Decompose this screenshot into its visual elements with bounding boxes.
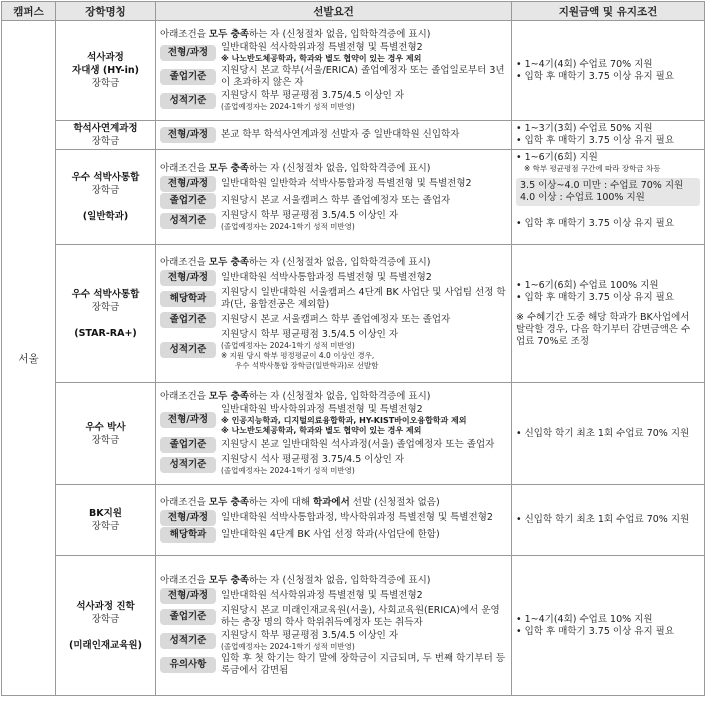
grad-text: 지원당시 본교 서울캠퍼스 학부 졸업예정자 또는 졸업자 [221, 313, 451, 325]
support-line: • 1~4기(4회) 수업료 70% 지원 [516, 58, 653, 70]
track-text: 일반대학원 박사학위과정 특별전형 및 특별전형2 [221, 404, 423, 415]
tag-grad: 졸업기준 [160, 312, 216, 328]
support-note: 탈락할 경우, 다음 학기부터 감면금액은 수 [516, 323, 691, 335]
table-row [2, 556, 705, 696]
criteria-row [160, 312, 507, 328]
tag-track: 전형/과정 [160, 127, 216, 143]
table-row [2, 150, 705, 245]
lead-text: 아래조건을 모두 충족하는 자 (신청절차 없음, 입학학격증에 표시) [160, 256, 431, 268]
name-line: 자대생 (HY-in) [72, 65, 139, 76]
criteria-cell [156, 121, 512, 150]
name-line: 장학금 [91, 434, 120, 446]
criteria-row [160, 270, 507, 286]
support-line: • 1~4기(4회) 수업료 10% 지원 [516, 613, 653, 625]
support-note: ※ 수혜기간 도중 해당 학과가 BK사업에서 [516, 311, 690, 323]
grade-text: 지원당시 학부 평균평점 3.5/4.5 이상인 자 [221, 209, 398, 221]
table-row [2, 121, 705, 150]
header-support: 지원금액 및 유지조건 [512, 2, 705, 21]
name-line: 장학금 [91, 136, 120, 147]
name-line: 장학금 [91, 301, 120, 313]
name-line: 우수 석박사통합 [71, 172, 140, 183]
grad-text: 지원당시 본교 서울캠퍼스 학부 졸업예정자 또는 졸업자 [221, 194, 451, 206]
tag-grade: 성적기준 [160, 457, 216, 473]
scholarship-name [56, 150, 156, 245]
criteria-row [160, 653, 507, 677]
name-line: 우수 석박사통합 [71, 288, 140, 300]
support-tier: 3.5 이상~4.0 미만 : 수업료 70% 지원 [520, 180, 684, 191]
support-line: • 입학 후 매학기 3.75 이상 유지 필요 [516, 625, 675, 637]
criteria-row [160, 210, 507, 232]
name-line: (STAR-RA+) [74, 327, 137, 339]
lead-text: 아래조건을 모두 충족하는 자 (신청절차 없음, 입학학격증에 표시) [160, 391, 431, 402]
tag-dept: 해당학과 [160, 291, 216, 307]
lead-text: 아래조건을 모두 충족하는 자 (신청절차 없음, 입학학격증에 표시) [160, 29, 431, 40]
header-name: 장학명칭 [56, 2, 156, 21]
support-line: • 입학 후 매학기 3.75 이상 유지 필요 [516, 135, 675, 146]
support-cell [512, 245, 705, 383]
track-text: 일반대학원 석박사통합과정, 박사학위과정 특별전형 및 특별전형2 [221, 512, 493, 523]
note-text: 입학 후 첫 학기는 학기 말에 장학금이 지급되며, 두 번째 학기부터 등록금에서 감면됨 [221, 652, 506, 676]
support-cell [512, 383, 705, 485]
tag-grade: 성적기준 [160, 633, 216, 649]
name-line: 장학금 [91, 78, 120, 89]
tag-grad: 졸업기준 [160, 193, 216, 209]
criteria-cell [156, 383, 512, 485]
header-campus: 캠퍼스 [2, 2, 56, 21]
name-line: (일반학과) [82, 211, 129, 222]
lead-text: 아래조건을 모두 충족하는 자 (신청절차 없음, 입학학격증에 표시) [160, 574, 431, 586]
grade-note: (졸업예정자는 2024-1학기 성적 미반영) [221, 221, 355, 231]
tag-track: 전형/과정 [160, 45, 216, 61]
name-line: BK지원 [89, 508, 122, 519]
grade-text: 지원당시 학부 평균평점 3.75/4.5 이상인 자 [221, 90, 405, 101]
grad-text: 지원당시 본교 미래인재교육원(서울), 사회교육원(ERICA)에서 운영하는 총장 명의 학사 학위취득예정자 또는 취득자 [221, 604, 500, 628]
tag-track: 전형/과정 [160, 588, 216, 604]
campus-cell: 서울 [2, 21, 56, 696]
grade-note: (졸업예정자는 2024-1학기 성적 미반영) [221, 340, 355, 350]
header-criteria: 선발요건 [156, 2, 512, 21]
support-line: • 신입학 학기 최초 1회 수업료 70% 지원 [516, 427, 690, 439]
track-note: ※ 나노반도체공학과, 학과와 별도 협약이 있는 경우 제외 [221, 54, 422, 63]
grade-note: ※ 지원 당시 학부 평정평균이 4.0 이상인 경우, [221, 350, 375, 360]
criteria-row [160, 329, 507, 371]
criteria-row [160, 510, 507, 526]
grade-note: (졸업예정자는 2024-1학기 성적 미반영) [221, 102, 355, 111]
tag-track: 전형/과정 [160, 270, 216, 286]
support-cell [512, 121, 705, 150]
criteria-row [160, 90, 507, 112]
track-text: 일반대학원 석박사통합과정 특별전형 및 특별전형2 [221, 271, 432, 283]
criteria-row [160, 287, 507, 311]
track-text: 일반대학원 석사학위과정 특별전형 및 특별전형2 [221, 589, 423, 601]
scholarship-name [56, 121, 156, 150]
support-line: • 입학 후 매학기 3.75 이상 유지 필요 [516, 218, 675, 229]
name-line: 석사과정 [87, 52, 124, 63]
track-text: 일반대학원 석사학위과정 특별전형 및 특별전형2 [221, 42, 423, 53]
support-note: ※ 학부 평균평점 구간에 따라 장학금 차등 [524, 164, 661, 173]
track-text: 본교 학부 학석사연계과정 선발자 중 일반대학원 신입학자 [221, 129, 460, 140]
tag-grade: 성적기준 [160, 342, 216, 358]
tag-track: 전형/과정 [160, 176, 216, 192]
name-line: 우수 박사 [85, 421, 126, 433]
support-line: • 입학 후 매학기 3.75 이상 유지 필요 [516, 70, 675, 82]
table-row [2, 383, 705, 485]
name-line: 장학금 [91, 185, 120, 196]
track-text: 일반대학원 일반학과 석박사통합과정 특별전형 및 특별전형2 [221, 177, 472, 189]
track-note: ※ 인공지능학과, 디지털의료융합학과, HY-KIST바이오융합학과 제외 [221, 416, 467, 425]
criteria-row [160, 127, 507, 143]
criteria-row [160, 630, 507, 652]
name-line: 학석사연계과정 [73, 123, 138, 134]
tag-grad: 졸업기준 [160, 609, 216, 625]
grade-text: 지원당시 학부 평균평점 3.5/4.5 이상인 자 [221, 328, 398, 340]
header-row [2, 2, 705, 21]
criteria-cell [156, 150, 512, 245]
criteria-row [160, 605, 507, 629]
name-line: 장학금 [91, 613, 120, 625]
criteria-row [160, 42, 507, 64]
criteria-row [160, 437, 507, 453]
dept-text: 일반대학원 4단계 BK 사업 선정 학과(사업단에 한함) [221, 529, 440, 540]
criteria-row [160, 588, 507, 604]
tag-track: 전형/과정 [160, 510, 216, 526]
scholarship-name [56, 383, 156, 485]
support-tier: 4.0 이상 : 수업료 100% 지원 [520, 192, 645, 203]
grade-note: (졸업예정자는 2024-1학기 성적 미반영) [221, 466, 355, 475]
criteria-row [160, 65, 507, 89]
tag-track: 전형/과정 [160, 412, 216, 428]
support-cell [512, 556, 705, 696]
criteria-row [160, 404, 507, 436]
support-note: 업료 70%로 조정 [516, 335, 590, 347]
criteria-cell [156, 21, 512, 121]
support-line: • 입학 후 매학기 3.75 이상 유지 필요 [516, 291, 675, 303]
tag-grad: 졸업기준 [160, 437, 216, 453]
support-line: • 1~6기(6회) 지원 [516, 152, 598, 163]
name-line: 석사과정 진학 [76, 600, 135, 612]
scholarship-name [56, 485, 156, 556]
scholarship-name [56, 245, 156, 383]
lead-text: 아래조건을 모두 충족하는 자 (신청절차 없음, 입학학격증에 표시) [160, 162, 431, 174]
tag-note: 유의사항 [160, 657, 216, 673]
scholarship-name [56, 21, 156, 121]
tag-grad: 졸업기준 [160, 69, 216, 85]
grade-text: 지원당시 석사 평균평점 3.75/4.5 이상인 자 [221, 454, 405, 465]
support-line: • 1~6기(6회) 수업료 100% 지원 [516, 279, 659, 291]
grade-note: 우수 석박사통합 장학금(일반학과)로 선발함 [235, 360, 379, 370]
support-line: • 1~3기(3회) 수업료 50% 지원 [516, 123, 653, 134]
criteria-row [160, 527, 507, 543]
tag-grade: 성적기준 [160, 93, 216, 109]
support-highlight [516, 178, 700, 206]
support-line: • 신입학 학기 최초 1회 수업료 70% 지원 [516, 514, 690, 525]
criteria-row [160, 193, 507, 209]
grad-text: 지원당시 본교 일반대학원 석사과정(서울) 졸업예정자 또는 졸업자 [221, 439, 495, 450]
track-note: ※ 나노반도체공학과, 학과와 별도 협약이 있는 경우 제외 [221, 426, 422, 435]
criteria-cell [156, 485, 512, 556]
name-line: 장학금 [91, 521, 120, 532]
scholarship-name [56, 556, 156, 696]
support-cell [512, 485, 705, 556]
grade-text: 지원당시 학부 평균평점 3.5/4.5 이상인 자 [221, 629, 398, 641]
tag-dept: 해당학과 [160, 527, 216, 543]
table-row [2, 245, 705, 383]
support-cell [512, 150, 705, 245]
support-cell [512, 21, 705, 121]
scholarship-table [1, 1, 705, 696]
grade-note: (졸업예정자는 2024-1학기 성적 미반영) [221, 641, 355, 651]
name-line: (미래인재교육원) [69, 639, 142, 651]
criteria-cell [156, 556, 512, 696]
lead-text: 아래조건을 모두 충족하는 자에 대해 학과에서 선발 (신청절차 없음) [160, 497, 440, 508]
tag-grade: 성적기준 [160, 213, 216, 229]
criteria-cell [156, 245, 512, 383]
table-row [2, 21, 705, 121]
criteria-row [160, 176, 507, 192]
criteria-row [160, 454, 507, 476]
table-row [2, 485, 705, 556]
grad-text: 지원당시 본교 학부(서울/ERICA) 졸업예정자 또는 졸업일로부터 3년이 초과하지 않은 자 [221, 65, 505, 88]
dept-text: 지원당시 일반대학원 서울캠퍼스 4단계 BK 사업단 및 사업팀 선정 학과(단, 융합전공은 제외함) [221, 286, 506, 310]
